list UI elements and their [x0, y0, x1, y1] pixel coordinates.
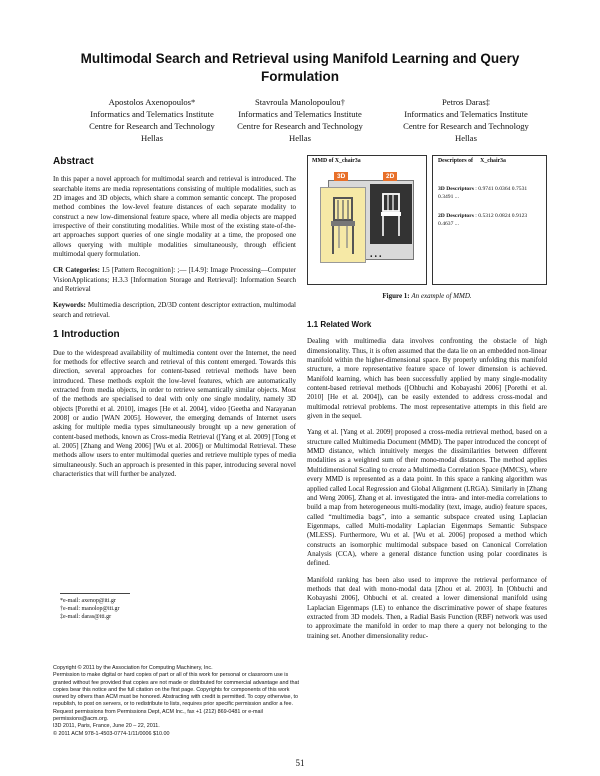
author-affiliation: Informatics and Telematics Institute: [90, 109, 214, 119]
intro-heading: 1 Introduction: [53, 329, 120, 341]
tag-3d: 3D: [334, 172, 348, 181]
cr-categories: [53, 266, 296, 294]
author-affiliation: Informatics and Telematics Institute: [238, 109, 362, 119]
author-affiliation: Hellas: [289, 133, 311, 143]
ellipsis-marker: ...: [370, 249, 384, 260]
descriptors-box: [432, 155, 547, 285]
author-block-3: [376, 96, 556, 144]
image-2d-panel: [370, 184, 412, 244]
descriptors-3d-label: 3D Descriptors: [438, 186, 474, 192]
caption-label: Figure 1:: [382, 292, 410, 300]
related-work-heading: 1.1 Related Work: [307, 320, 372, 329]
author-affiliation: Centre for Research and Technology: [403, 121, 529, 131]
descriptors-2d: [438, 213, 542, 228]
paper-title: Multimodal Search and Retrieval using Manifold Learning and Query Formulation: [80, 51, 520, 84]
author-affiliation: Informatics and Telematics Institute: [404, 109, 528, 119]
footnote: *e-mail: axenop@iti.gr: [60, 598, 116, 604]
model-3d-panel: [320, 187, 366, 263]
tag-2d: 2D: [383, 172, 397, 181]
left-column: [53, 157, 296, 486]
abstract-heading: Abstract: [53, 156, 94, 167]
keywords: [53, 301, 296, 320]
isbn-line: © 2011 ACM 978-1-4503-0774-1/11/0006 $10.00: [53, 730, 170, 737]
footnotes: [60, 593, 296, 621]
figure-caption: [307, 292, 547, 300]
cr-text: I.5 [Pattern Recognition]: ;— [I.4.9]: Image Processing—Computer VisionApplications; H.3.3 [Information Storage and Retrieval]: Information Search and Retrieval: [53, 266, 296, 294]
author-affiliation: Centre for Research and Technology: [89, 121, 215, 131]
author-name: Apostolos Axenopoulos*: [108, 97, 196, 107]
cr-label: CR Categories:: [53, 266, 100, 275]
copyright-notice: [53, 665, 301, 738]
footnote: †e-mail: manolop@iti.gr: [60, 606, 120, 612]
figure-1: [307, 155, 547, 285]
footnote: ‡e-mail: daras@iti.gr: [60, 614, 112, 620]
footnote-rule: [60, 593, 130, 594]
mmd-box: [307, 155, 427, 285]
mmd-label: MMD of X_chair3a: [312, 158, 361, 164]
caption-text: An example of MMD.: [411, 292, 472, 300]
descriptors-3d: [438, 186, 542, 201]
right-column: [307, 320, 547, 648]
abstract-text: In this paper a novel approach for multimodal search and retrieval is introduced. The searchable items are media representations consisting of multiple modalities, such as 2D images and 3D objects, which share a common semantic concept. The proposed method combines the low-level feature distances of each separate modality to construct a new low-dimensional feature space, where all media objects are mapped irrespective of their constituting modalities. While most of the existing state-of-the-art approaches support queries of one single modality at a time, the proposed one allows querying with multiple modalities simultaneously, through efficient multimodal query formulation.: [53, 175, 296, 259]
chair-3d-icon: [321, 188, 365, 262]
related-paragraph-1: Dealing with multimedia data involves confronting the obstacle of high dimensionality. Thus, it is often assumed that the data lie on an embedded non-linear manifold within the higher-dimensional space. By properly unfolding this manifold structure, a more representative feature space of lower dimension is achieved. Manifold learning, which has been successfully applied by many single-modality content-based retrieval methods ([Ohbuchi and Kobayashi 2006] [Porethi et al. 2010] [He et al. 2004]), can be easily extended to address cross-modal and multimodal retrieval problems. The most representative attempts in this field are given in the sequel.: [307, 337, 547, 421]
copyright-permission: Permission to make digital or hard copies of part or all of this work for personal or classroom use is granted without fee provided that copies are not made or distributed for commercial advantage and that copies bear this notice and the full citation on the first page. Copyrights for components of this work owned by others than ACM must be honored. Abstracting with credit is permitted. To copy otherwise, to republish, to post on servers, or to redistribute to lists, requires prior specific permission and/or a fee. Request permissions from Permissions Dept, ACM Inc., fax +1 (212) 869-0481 or e-mail permissions@acm.org.: [53, 672, 300, 723]
descriptors-2d-label: 2D Descriptors: [438, 213, 474, 219]
author-block-2: [210, 96, 390, 144]
descriptors-2d-values: : 0.5312 0.0824 0.9123 0.4637 ...: [438, 213, 528, 227]
author-name: Petros Daras‡: [442, 97, 490, 107]
related-paragraph-3: Manifold ranking has been also used to improve the retrieval performance of methods that deal with mono-modal data [Zhou et al. 2003]. In [Ohbuchi and Kobayashi 2006], Ohbuchi et al. created a lower dimensional manifold using Laplacian Eigenmaps (LE) to enhance the discriminative power of shape features extracted from 3D models. Then, a Radial Basis Function (RBF) network was used to approximate the manifold in order to map there a query not belonging to the training set. Another dimensionality reduc-: [307, 575, 547, 640]
author-affiliation: Centre for Research and Technology: [237, 121, 363, 131]
descriptors-header: Descriptors of X_chair3a: [438, 158, 506, 164]
keywords-text: Multimedia description, 2D/3D content descriptor extraction, multimodal search and retrieval.: [53, 301, 296, 319]
intro-text: Due to the widespread availability of multimedia content over the Internet, the need for methods for effective search and retrieval of this content emerged. Towards this direction, several approaches for content-based retrieval methods have been introduced. These methods exploit the low-level features, which are automatically extracted from media objects, in order to retrieve semantically similar objects. Most of the methods are specialised to deal with only one single modality, namely 3D objects [Porethi et al. 2010], images [He et al. 2004], video [Geetha and Narayanan 2008] or audio [WAN 2005]. However, the emerging demands of Internet users asking for multiple media types simultaneously brought up a new generation of content-based methods, known as Cross-media Retrieval ([Yang et al. 2009] [Tong et al. 2005] [Zhang and Weng 2006] [Wu et al. 2006]) or Multimodal Retrieval. These methods allow users to enter multimodal queries and retrieve multiple types of media simultaneously. Such an approach is presented in this paper, introducing several novel characteristics that will further be analyzed.: [53, 348, 296, 478]
chair-2d-icon: [370, 184, 412, 244]
author-name: Stavroula Manolopoulou†: [255, 97, 345, 107]
related-paragraph-2: Yang et al. [Yang et al. 2009] proposed a cross-media retrieval method, based on a structure called Multimedia Document (MMD). The paper introduced the concept of MMD distance, which intuitively merges the dissimilarities between different modalities as a weighted sum of their mono-modal distances. The method applies Multidimensional Scaling to create a Multimedia Correlation Space (MMCS), where every MMD is represented as a data point. In this space a ranking algorithm was applied called Local Regression and Global Alignment (LRGA). Similarly in [Zhang and Weng 2006], Zhang et al. investigated the intra- and inter-media correlations to build a map from heterogeneous multi-modality (text, image, audio) feature spaces, called “multimedia bags”, into a semantic subspace created using Laplacian Eigenmaps, called Multi-modality Laplacian Eigenmaps Semantic Subspace (MLESS). Furthermore, Wu et al. [Wu et al. 2006] proposed a method which constructs an isomorphic multimodal subspace based on Canonical Correlation Analysis (CCA), where a general distance function using polar coordinates is defined.: [307, 428, 547, 568]
copyright-line: Copyright © 2011 by the Association for Computing Machinery, Inc.: [53, 665, 213, 671]
keywords-label: Keywords:: [53, 301, 86, 310]
descriptors-3d-values: : 0.9741 0.0364 0.7531 0.3491 ...: [438, 186, 528, 200]
page-number: 51: [295, 758, 305, 768]
author-affiliation: Hellas: [141, 133, 163, 143]
author-affiliation: Hellas: [455, 133, 477, 143]
conference-line: I3D 2011, Paris, France, June 20 – 22, 2011.: [53, 723, 160, 730]
